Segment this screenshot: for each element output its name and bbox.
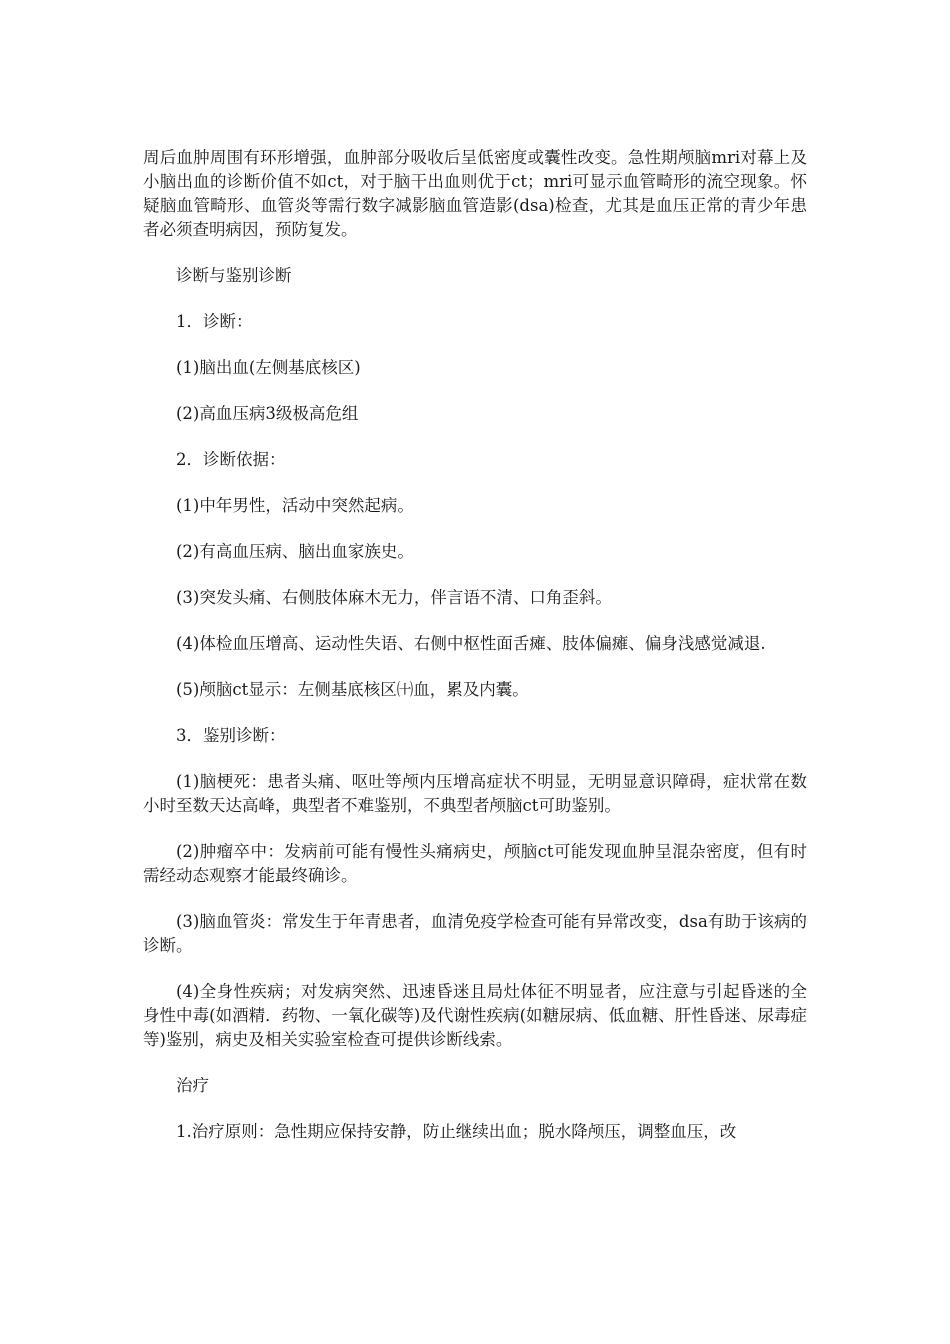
list-item: (1)脑出血(左侧基底核区) — [176, 358, 361, 377]
subheading-differential-diagnosis: 3．鉴别诊断： — [176, 726, 286, 745]
list-item: (3)脑血管炎：常发生于年青患者，血清免疫学检查可能有异常改变，dsa有助于该病的诊断。 — [143, 912, 807, 955]
subheading-diagnosis: 1．诊断： — [176, 312, 253, 331]
list-item: (1)脑梗死：患者头痛、呕吐等颅内压增高症状不明显，无明显意识障碍，症状常在数小时至数天达高峰，典型者不难鉴别，不典型者颅脑ct可助鉴别。 — [143, 772, 807, 815]
list-item: (2)有高血压病、脑出血家族史。 — [176, 542, 414, 561]
list-item: (4)体检血压增高、运动性失语、右侧中枢性面舌瘫、肢体偏瘫、偏身浅感觉减退. — [176, 634, 766, 653]
list-item: (2)肿瘤卒中：发病前可能有慢性头痛病史，颅脑ct可能发现血肿呈混杂密度，但有时需经动态观察才能最终确诊。 — [143, 842, 807, 885]
section-heading-treatment: 治疗 — [176, 1076, 209, 1095]
list-item: (1)中年男性，活动中突然起病。 — [176, 496, 414, 515]
document-body — [143, 146, 807, 1166]
paragraph-treatment-principle: 1.治疗原则：急性期应保持安静，防止继续出血；脱水降颅压，调整血压，改 — [176, 1122, 737, 1141]
section-heading-diagnosis: 诊断与鉴别诊断 — [176, 266, 292, 285]
list-item: (4)全身性疾病；对发病突然、迅速昏迷且局灶体征不明显者，应注意与引起昏迷的全身性中毒(如酒精．药物、一氧化碳等)及代谢性疾病(如糖尿病、低血糖、肝性昏迷、尿毒症等)鉴别，病史及相关实验室检查可提供诊断线索。 — [143, 982, 807, 1049]
list-item: (5)颅脑ct显示：左侧基底核区㈩血，累及内囊。 — [176, 680, 529, 699]
subheading-diagnosis-basis: 2．诊断依据： — [176, 450, 286, 469]
list-item: (3)突发头痛、右侧肢体麻木无力，伴言语不清、口角歪斜。 — [176, 588, 612, 607]
list-item: (2)高血压病3级极高危组 — [176, 404, 359, 423]
paragraph-ct-mri-findings: 周后血肿周围有环形增强，血肿部分吸收后呈低密度或囊性改变。急性期颅脑mri对幕上及小脑出血的诊断价值不如ct，对于脑干出血则优于ct；mri可显示血管畸形的流空现象。怀疑脑血管畸形、血管炎等需行数字减影脑血管造影(dsa)检查，尤其是血压正常的青少年患者必须查明病因，预防复发。 — [143, 148, 807, 239]
